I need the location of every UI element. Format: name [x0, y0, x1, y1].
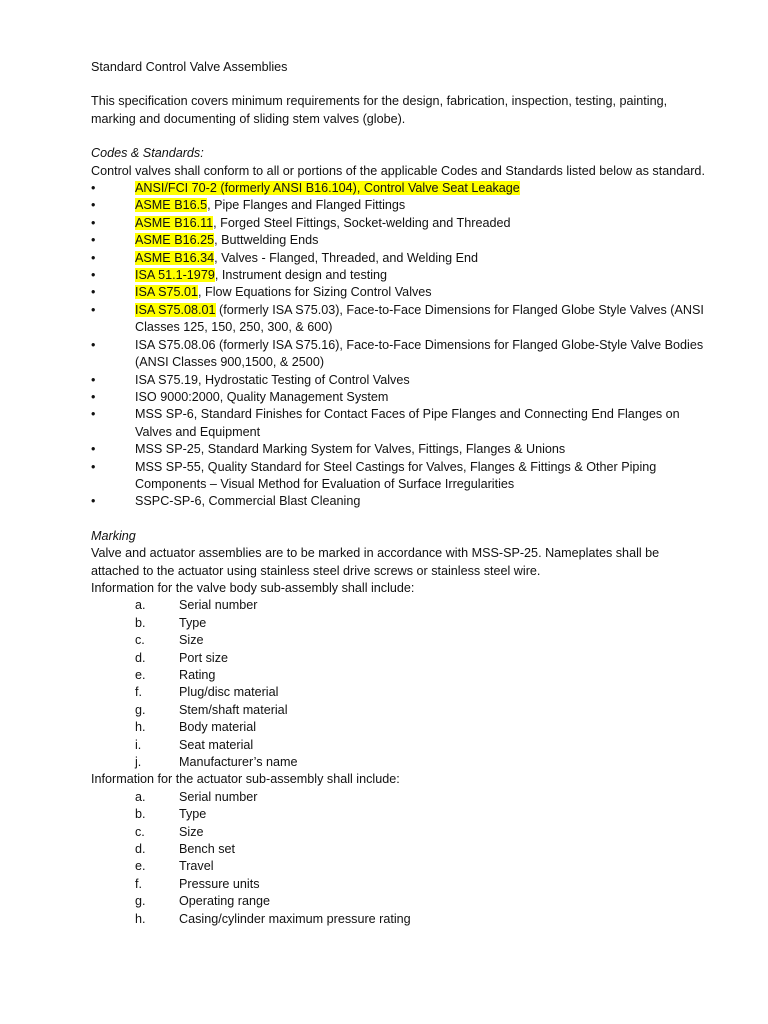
- actuator-info-item: [91, 841, 708, 858]
- list-item-text: Casing/cylinder maximum pressure rating: [179, 911, 411, 926]
- body-info-list: [91, 597, 708, 771]
- standard-code: ASME B16.25: [135, 233, 215, 248]
- standard-code: ASME B16.11: [135, 215, 214, 230]
- bullet-icon: •: [91, 268, 96, 283]
- bullet-icon: •: [91, 442, 96, 457]
- bullet-icon: •: [91, 407, 96, 422]
- list-item-text: Serial number: [179, 789, 258, 804]
- list-item-text: Rating: [179, 668, 216, 682]
- bullet-icon: •: [91, 181, 96, 196]
- standard-list-item: [91, 180, 708, 197]
- bullet-icon: •: [91, 494, 96, 509]
- list-letter: d.: [135, 650, 146, 665]
- actuator-info-item: [91, 806, 708, 823]
- bullet-icon: •: [91, 337, 96, 352]
- codes-intro: Control valves shall conform to all or portions of the applicable Codes and Standards listed below as standard.: [91, 163, 705, 178]
- standard-description: , Flow Equations for Sizing Control Valves: [198, 285, 432, 300]
- body-info-item: [91, 650, 708, 667]
- bullet-icon: •: [91, 302, 96, 317]
- body-info-item: [91, 684, 708, 701]
- body-info-item: [91, 702, 708, 719]
- list-letter: i.: [135, 737, 142, 752]
- bullet-icon: •: [91, 198, 96, 213]
- standard-code: ISA S75.08.01: [135, 302, 216, 317]
- list-letter: f.: [135, 876, 142, 891]
- list-item-text: Type: [179, 615, 207, 630]
- list-letter: a.: [135, 789, 146, 804]
- actuator-info-item: [91, 824, 708, 841]
- bullet-icon: •: [91, 459, 96, 474]
- list-item-text: Bench set: [179, 842, 236, 857]
- list-letter: g.: [135, 894, 146, 909]
- standard-list-item: [91, 250, 708, 267]
- list-item-text: Size: [179, 633, 204, 648]
- bullet-icon: •: [91, 285, 96, 300]
- body-info-item: [91, 754, 708, 771]
- body-info-item: [91, 615, 708, 632]
- standard-list-item: [91, 302, 708, 337]
- codes-heading: Codes & Standards:: [91, 146, 204, 161]
- standard-list-item: [91, 284, 708, 301]
- standard-description: , Instrument design and testing: [214, 268, 388, 283]
- list-item-text: Size: [179, 824, 204, 839]
- actuator-info-item: [91, 789, 708, 806]
- standard-list-item: [91, 215, 708, 232]
- standard-code: ISA 51.1-1979: [135, 268, 215, 283]
- list-letter: h.: [135, 720, 146, 735]
- bullet-icon: •: [91, 233, 96, 248]
- standard-description: (formerly ISA S75.03), Face-to-Face Dimensions for Flanged Globe Style Valves (ANSI Classes 125, 150, 250, 300, & 600): [135, 302, 704, 335]
- body-info-intro: Information for the valve body sub-assembly shall include:: [91, 580, 415, 595]
- standard-list-item: [91, 389, 708, 406]
- marking-heading: Marking: [91, 528, 136, 543]
- standard-code: ISO 9000:2000, Quality Management System: [135, 389, 389, 404]
- list-item-text: Manufacturer’s name: [179, 755, 298, 770]
- list-item-text: Pressure units: [179, 876, 260, 891]
- standard-code: ASME B16.5: [135, 198, 208, 213]
- actuator-info-item: [91, 911, 708, 928]
- standard-code: ISA S75.08.06 (formerly ISA S75.16), Face-to-Face Dimensions for Flanged Globe-Style Valve Bodies (ANSI Classes 900,1500, & 2500): [135, 337, 704, 370]
- standard-code: SSPC-SP-6, Commercial Blast Cleaning: [135, 494, 361, 509]
- bullet-icon: •: [91, 372, 96, 387]
- bullet-icon: •: [91, 215, 96, 230]
- list-item-text: Plug/disc material: [179, 685, 279, 700]
- list-letter: j.: [135, 755, 142, 770]
- standard-code: MSS SP-55, Quality Standard for Steel Castings for Valves, Flanges & Fittings & Other Piping Components – Visual Method for Evaluation of Surface Irregularities: [135, 459, 657, 491]
- standard-list-item: [91, 406, 708, 441]
- list-letter: c.: [135, 633, 145, 648]
- list-item-text: Travel: [179, 859, 214, 874]
- body-info-item: [91, 737, 708, 754]
- spacer: [91, 128, 708, 145]
- actuator-info-list: [91, 789, 708, 928]
- list-letter: h.: [135, 911, 146, 926]
- marking-paragraph: Valve and actuator assemblies are to be marked in accordance with MSS-SP-25. Nameplates shall be attached to the actuator using stainless steel drive screws or stainless steel wire.: [91, 546, 660, 578]
- actuator-info-item: [91, 893, 708, 910]
- standard-list-item: [91, 493, 708, 510]
- bullet-icon: •: [91, 389, 96, 404]
- list-letter: g.: [135, 702, 146, 717]
- standard-description: , Buttwelding Ends: [214, 233, 319, 248]
- list-letter: a.: [135, 598, 146, 613]
- spacer: [91, 76, 708, 93]
- standard-code: ISA S75.19, Hydrostatic Testing of Control Valves: [135, 372, 410, 387]
- standard-description: , Forged Steel Fittings, Socket-welding and Threaded: [213, 215, 511, 230]
- list-item-text: Stem/shaft material: [179, 702, 288, 717]
- standard-list-item: [91, 267, 708, 284]
- bullet-icon: •: [91, 250, 96, 265]
- list-item-text: Type: [179, 807, 207, 822]
- actuator-info-intro: Information for the actuator sub-assembly shall include:: [91, 772, 400, 787]
- intro-paragraph: This specification covers minimum requirements for the design, fabrication, inspection, testing, painting, marking and documenting of sliding stem valves (globe).: [91, 94, 668, 126]
- standard-code: ANSI/FCI 70-2 (formerly ANSI B16.104), Control Valve Seat Leakage: [135, 181, 520, 196]
- codes-list: [91, 180, 708, 511]
- actuator-info-item: [91, 858, 708, 875]
- list-item-text: Port size: [179, 650, 228, 665]
- standard-list-item: [91, 232, 708, 249]
- standard-list-item: [91, 337, 708, 372]
- standard-list-item: [91, 197, 708, 214]
- list-item-text: Serial number: [179, 598, 258, 613]
- standard-list-item: [91, 459, 708, 494]
- body-info-item: [91, 667, 708, 684]
- list-item-text: Seat material: [179, 737, 254, 752]
- body-info-item: [91, 719, 708, 736]
- list-letter: b.: [135, 615, 146, 630]
- standard-list-item: [91, 372, 708, 389]
- actuator-info-item: [91, 876, 708, 893]
- list-item-text: Body material: [179, 720, 256, 735]
- standard-code: ISA S75.01: [135, 285, 199, 300]
- list-letter: f.: [135, 685, 142, 700]
- list-letter: c.: [135, 824, 145, 839]
- spacer: [91, 511, 708, 528]
- standard-description: , Pipe Flanges and Flanged Fittings: [207, 198, 406, 213]
- standard-code: MSS SP-25, Standard Marking System for Valves, Fittings, Flanges & Unions: [135, 442, 566, 457]
- list-letter: d.: [135, 842, 146, 857]
- standard-description: , Valves - Flanged, Threaded, and Welding End: [214, 250, 479, 265]
- body-info-item: [91, 597, 708, 614]
- document-title: Standard Control Valve Assemblies: [91, 60, 288, 74]
- list-letter: b.: [135, 807, 146, 822]
- list-letter: e.: [135, 859, 146, 874]
- standard-code: MSS SP-6, Standard Finishes for Contact Faces of Pipe Flanges and Connecting End Flanges on Valves and Equipment: [135, 407, 680, 439]
- standard-list-item: [91, 441, 708, 458]
- list-item-text: Operating range: [179, 894, 271, 909]
- standard-code: ASME B16.34: [135, 250, 215, 265]
- body-info-item: [91, 632, 708, 649]
- list-letter: e.: [135, 668, 146, 682]
